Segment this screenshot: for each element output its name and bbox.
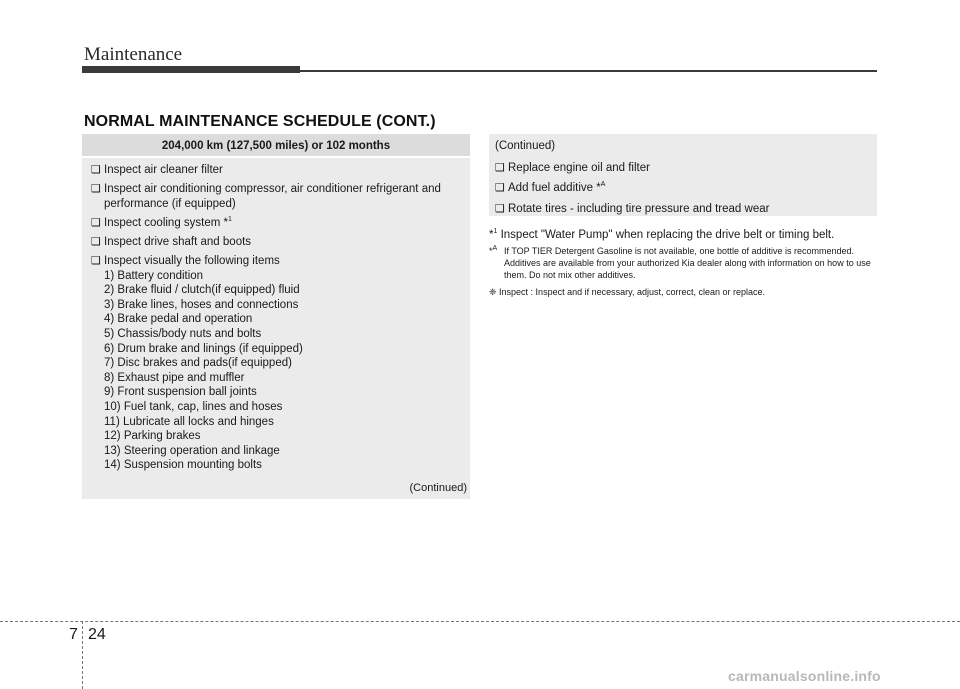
- site-watermark: carmanualsonline.info: [728, 668, 881, 684]
- item-text: Rotate tires - including tire pressure and tread wear: [508, 202, 770, 215]
- checklist-item: [91, 216, 462, 231]
- footnote-mark: *: [489, 229, 494, 241]
- checkbox-icon: ❑: [91, 164, 101, 176]
- right-checklist: [489, 134, 877, 216]
- sub-list-item: 2) Brake fluid / clutch(if equipped) fluid: [104, 284, 300, 297]
- checkbox-icon: ❑: [91, 183, 101, 196]
- footnote-ref: A: [492, 245, 498, 252]
- continued-label: (Continued): [495, 140, 556, 152]
- interval-heading: 204,000 km (127,500 miles) or 102 months: [82, 134, 470, 158]
- checklist-item: [91, 254, 462, 269]
- section-title: NORMAL MAINTENANCE SCHEDULE (CONT.): [84, 113, 436, 130]
- item-text: Replace engine oil and filter: [508, 161, 650, 174]
- checklist-item: [495, 161, 869, 176]
- chapter-number: 7: [69, 626, 78, 643]
- sub-list-item: 3) Brake lines, hoses and connections: [104, 298, 299, 311]
- page-header-title: Maintenance: [84, 44, 183, 65]
- continued-label: (Continued): [409, 482, 467, 494]
- schedule-table-left: [82, 134, 470, 499]
- page-number: 24: [88, 626, 106, 643]
- footnote-ref: 1: [228, 215, 232, 223]
- sub-list-item: 11) Lubricate all locks and hinges: [104, 415, 274, 428]
- footer-divider-vertical: [82, 621, 83, 689]
- checkbox-icon: ❑: [91, 216, 101, 229]
- footnote-1: [489, 228, 877, 242]
- footnote-ref: 1: [493, 228, 498, 236]
- footnote-mark: *: [489, 246, 493, 256]
- checklist-item: [495, 181, 869, 196]
- item-text: Inspect air cleaner filter: [104, 164, 223, 176]
- item-text: Inspect cooling system *: [104, 216, 229, 229]
- header-rule-thick: [82, 66, 300, 73]
- sub-list-item: 14) Suspension mounting bolts: [104, 459, 262, 472]
- inspect-definition-note: ❈ Inspect : Inspect and if necessary, adjust, correct, clean or replace.: [489, 287, 766, 297]
- checkbox-icon: ❑: [495, 161, 505, 174]
- checkbox-icon: ❑: [91, 235, 101, 248]
- footnote-text: Inspect "Water Pump" when replacing the drive belt or timing belt.: [497, 229, 835, 241]
- checkbox-icon: ❑: [91, 254, 101, 267]
- checkbox-icon: ❑: [495, 202, 505, 215]
- sub-list-item: 5) Chassis/body nuts and bolts: [104, 327, 262, 340]
- footnote-a: [489, 245, 877, 281]
- header-rule-thin: [300, 70, 877, 72]
- item-text: Inspect air conditioning compressor, air conditioner refrigerant and performance (if equipped): [104, 183, 441, 210]
- checklist-item: [91, 182, 462, 211]
- sub-list-item: 10) Fuel tank, cap, lines and hoses: [104, 400, 283, 413]
- item-text: Inspect drive shaft and boots: [104, 235, 252, 248]
- footer-divider-horizontal: [0, 621, 960, 622]
- footnote-text: If TOP TIER Detergent Gasoline is not available, one bottle of additive is recommended. Additives are available from your authorized Kia dealer along with information on how to use them. Do not mix other additives.: [504, 246, 871, 280]
- left-checklist: [82, 158, 470, 473]
- sub-list-item: 7) Disc brakes and pads(if equipped): [104, 357, 292, 370]
- checklist-item: [495, 202, 869, 217]
- item-text: Add fuel additive *: [508, 182, 601, 195]
- footnotes: [489, 228, 877, 298]
- schedule-table-right: [489, 134, 877, 216]
- sub-list-item: 4) Brake pedal and operation: [104, 313, 253, 326]
- checkbox-icon: ❑: [495, 182, 505, 195]
- sub-list-item: 6) Drum brake and linings (if equipped): [104, 342, 303, 355]
- sub-list-item: 1) Battery condition: [104, 269, 204, 282]
- footnote-mark-group: [489, 245, 497, 257]
- sub-list-item: 13) Steering operation and linkage: [104, 444, 280, 457]
- sub-list-item: 12) Parking brakes: [104, 430, 201, 443]
- inspection-sub-list: [91, 269, 462, 473]
- footnote-ref: A: [600, 181, 606, 189]
- sub-list-item: 9) Front suspension ball joints: [104, 386, 257, 399]
- checklist-item: [91, 163, 462, 178]
- item-text: Inspect visually the following items: [104, 254, 280, 267]
- sub-list-item: 8) Exhaust pipe and muffler: [104, 371, 245, 384]
- checklist-item: [91, 235, 462, 250]
